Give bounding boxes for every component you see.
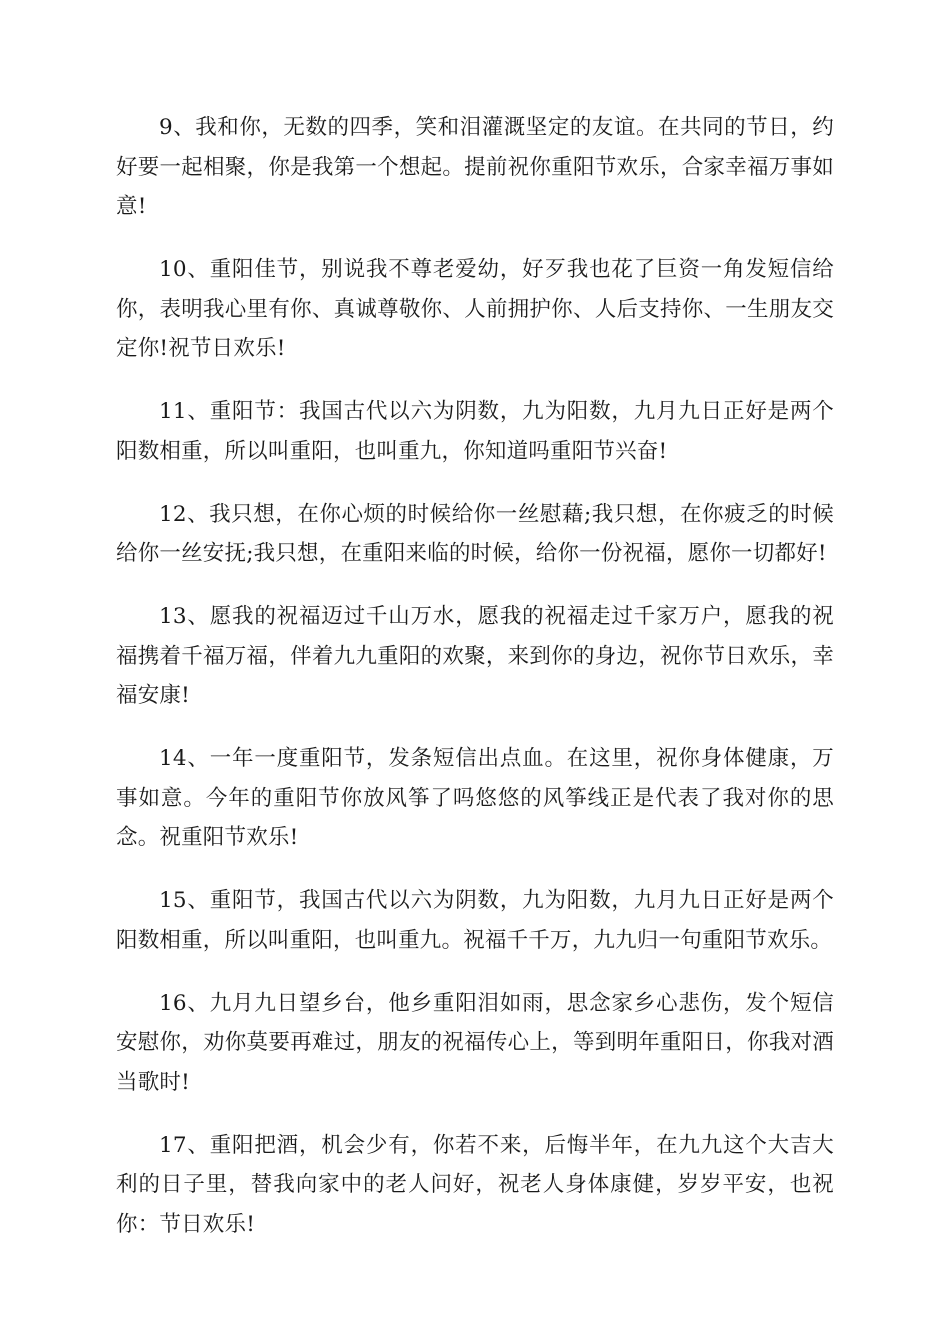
document-body: [116, 108, 834, 1268]
wish-paragraph-12: 12、我只想，在你心烦的时候给你一丝慰藉;我只想，在你疲乏的时候给你一丝安抚;我只想，在重阳来临的时候，给你一份祝福，愿你一切都好!: [116, 501, 834, 566]
wish-paragraph-17: 17、重阳把酒，机会少有，你若不来，后悔半年，在九九这个大吉大利的日子里，替我向家中的老人问好，祝老人身体康健，岁岁平安，也祝你：节日欢乐!: [116, 1132, 834, 1237]
wish-paragraph-9: 9、我和你，无数的四季，笑和泪灌溉坚定的友谊。在共同的节日，约好要一起相聚，你是我第一个想起。提前祝你重阳节欢乐，合家幸福万事如意!: [116, 115, 834, 219]
wish-paragraph-16: 16、九月九日望乡台，他乡重阳泪如雨，思念家乡心悲伤，发个短信安慰你，劝你莫要再难过，朋友的祝福传心上，等到明年重阳日，你我对酒当歌时!: [116, 990, 834, 1095]
wish-paragraph-13: 13、愿我的祝福迈过千山万水，愿我的祝福走过千家万户，愿我的祝福携着千福万福，伴着九九重阳的欢聚，来到你的身边，祝你节日欢乐，幸福安康!: [116, 604, 834, 708]
wish-paragraph-14: 14、一年一度重阳节，发条短信出点血。在这里，祝你身体健康，万事如意。今年的重阳节你放风筝了吗悠悠的风筝线正是代表了我对你的思念。祝重阳节欢乐!: [116, 746, 834, 850]
wish-paragraph-11: 11、重阳节：我国古代以六为阴数，九为阳数，九月九日正好是两个阳数相重，所以叫重阳，也叫重九，你知道吗重阳节兴奋!: [116, 399, 834, 464]
wish-paragraph-15: 15、重阳节，我国古代以六为阴数，九为阳数，九月九日正好是两个阳数相重，所以叫重阳，也叫重九。祝福千千万，九九归一句重阳节欢乐。: [116, 888, 834, 953]
wish-paragraph-10: 10、重阳佳节，别说我不尊老爱幼，好歹我也花了巨资一角发短信给你，表明我心里有你、真诚尊敬你、人前拥护你、人后支持你、一生朋友交定你!祝节日欢乐!: [116, 257, 834, 361]
